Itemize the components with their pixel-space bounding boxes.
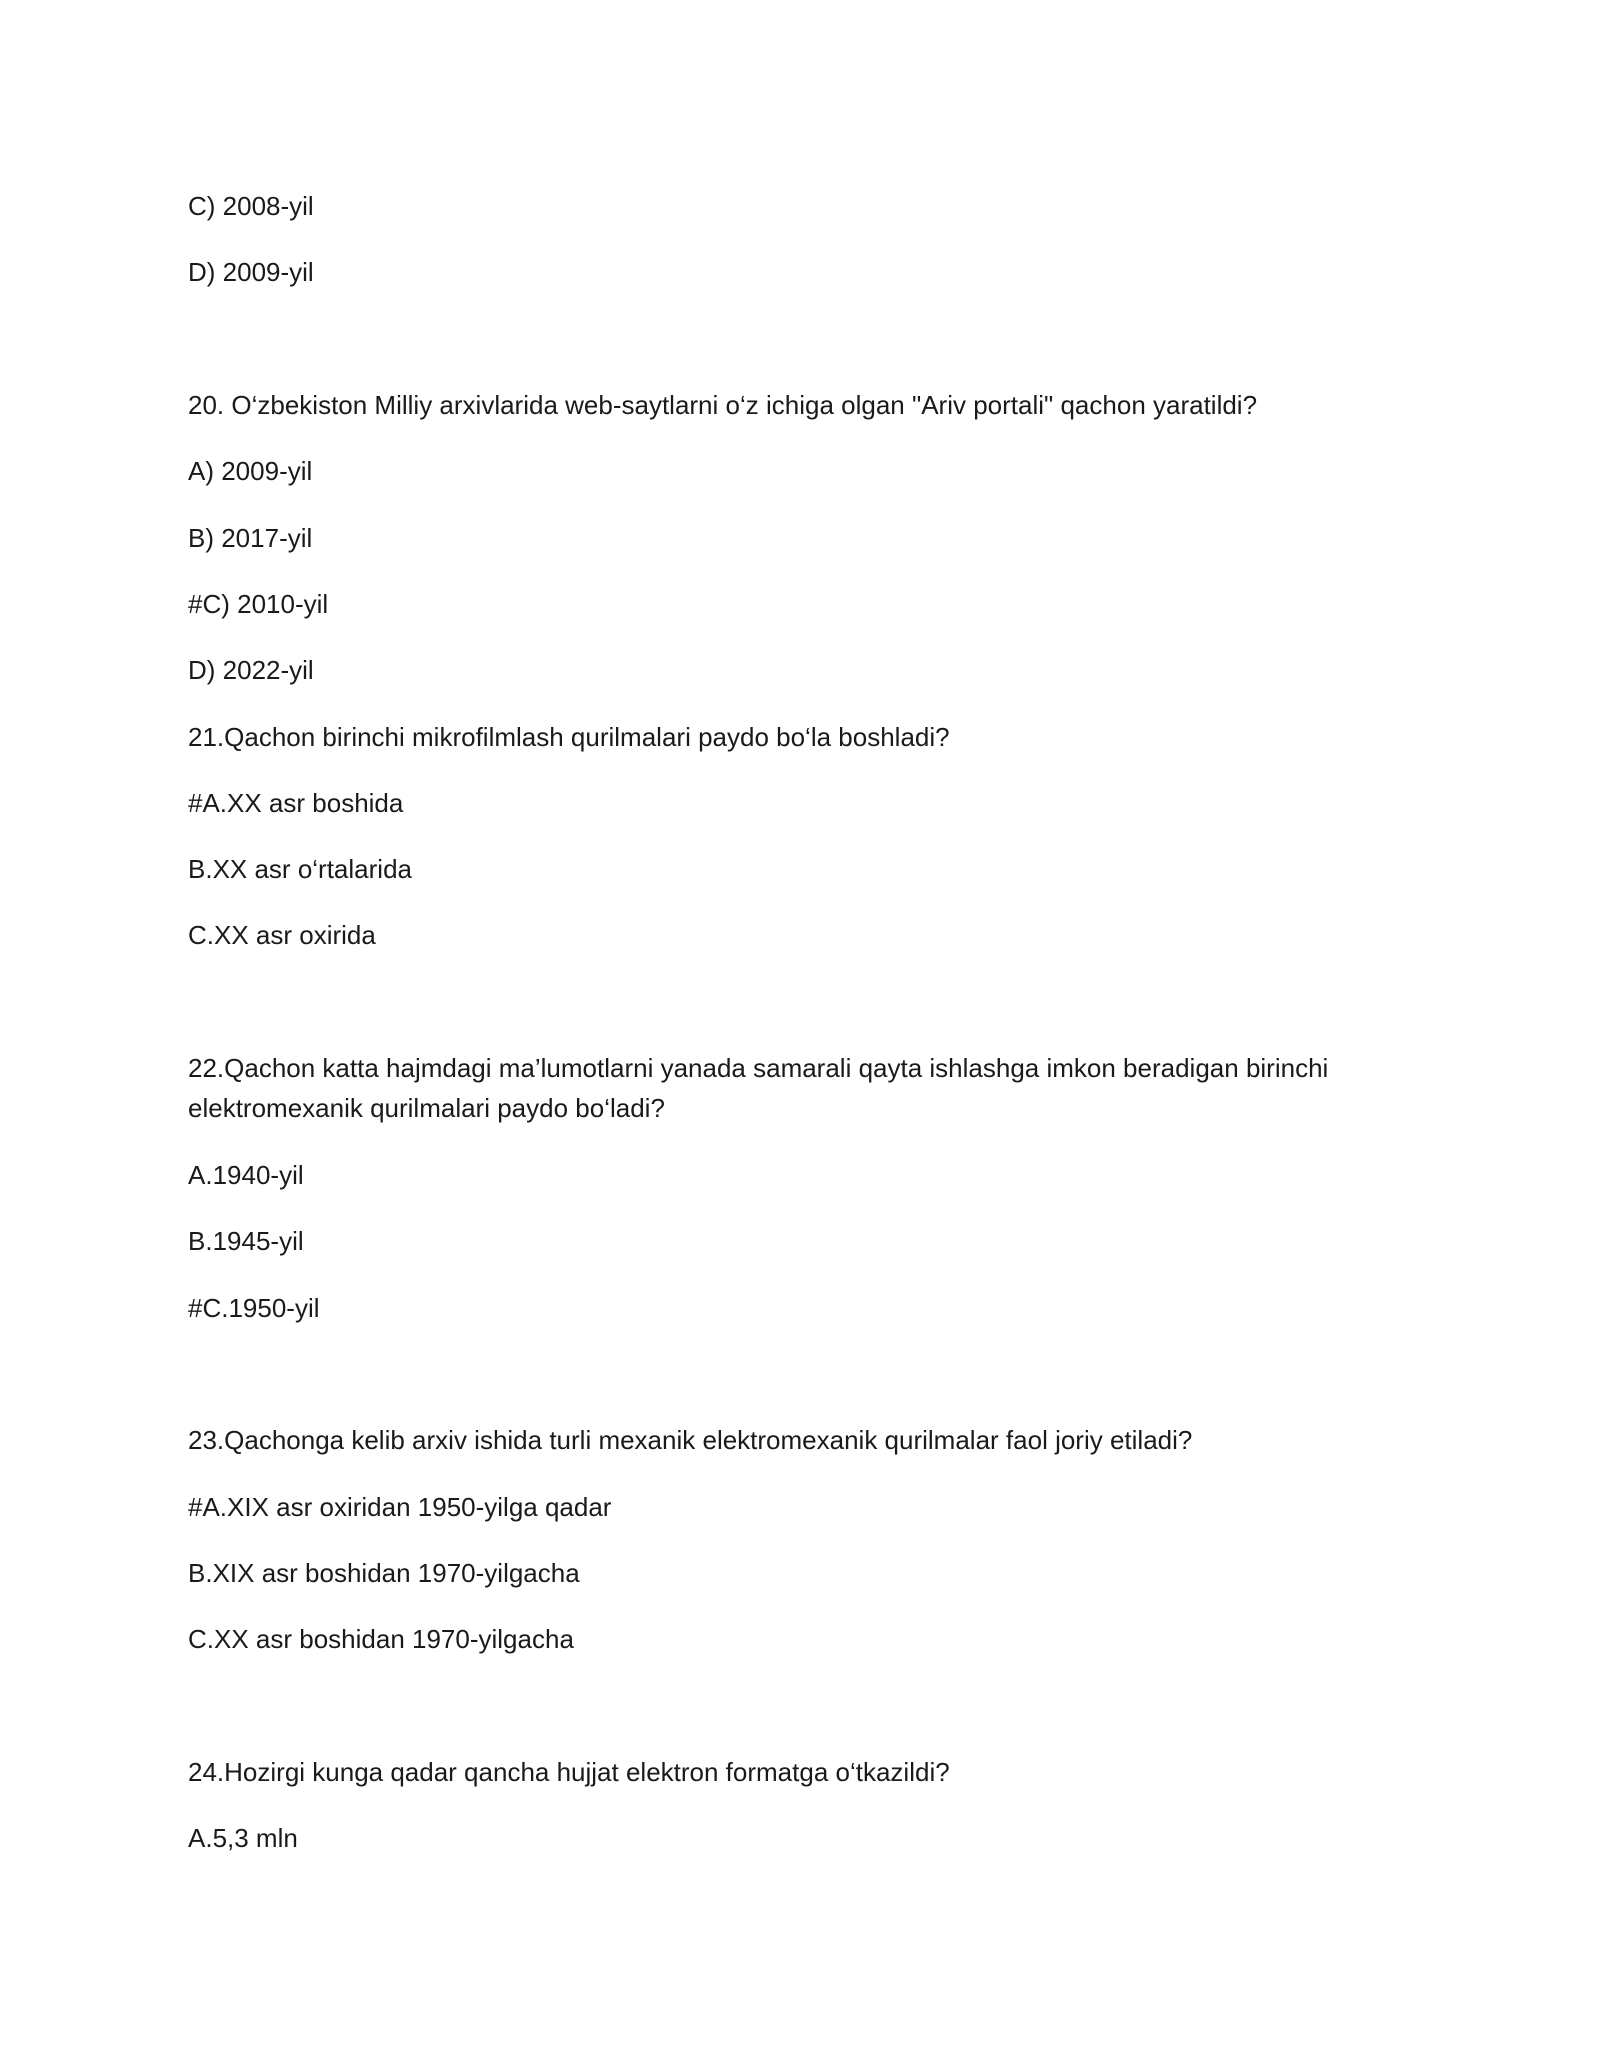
question-text: 24.Hozirgi kunga qadar qancha hujjat elektron formatga o‘tkazildi? [188,1757,950,1787]
question-text: 23.Qachonga kelib arxiv ishida turli mexanik elektromexanik qurilmalar faol joriy etiladi? [188,1425,1193,1455]
answer-option: B) 2017-yil [188,523,313,553]
answer-option: B.XIX asr boshidan 1970-yilgacha [188,1558,580,1588]
answer-option: A.5,3 mln [188,1823,298,1853]
answer-option: D) 2009-yil [188,257,314,287]
answer-option: D) 2022-yil [188,655,314,685]
answer-option: C.XX asr boshidan 1970-yilgacha [188,1624,574,1654]
question-text: 22.Qachon katta hajmdagi ma’lumotlarni yanada samarali qayta ishlashga imkon beradigan birinchi elektromexanik qurilmalari paydo bo‘ladi? [188,1053,1329,1123]
answer-option: C) 2008-yil [188,191,314,221]
answer-option: B.XX asr o‘rtalarida [188,854,412,884]
answer-option: #C) 2010-yil [188,589,329,619]
answer-option: #A.XX asr boshida [188,788,404,818]
question-text: 20. O‘zbekiston Milliy arxivlarida web-saytlarni o‘z ichiga olgan "Ariv portali" qachon yaratildi? [188,390,1258,420]
answer-option: B.1945-yil [188,1226,304,1256]
answer-option: C.XX asr oxirida [188,920,376,950]
answer-option: A.1940-yil [188,1160,304,1190]
answer-option: #A.XIX asr oxiridan 1950-yilga qadar [188,1492,612,1522]
answer-option: A) 2009-yil [188,456,313,486]
question-text: 21.Qachon birinchi mikrofilmlash qurilmalari paydo bo‘la boshladi? [188,722,950,752]
answer-option: #C.1950-yil [188,1293,320,1323]
